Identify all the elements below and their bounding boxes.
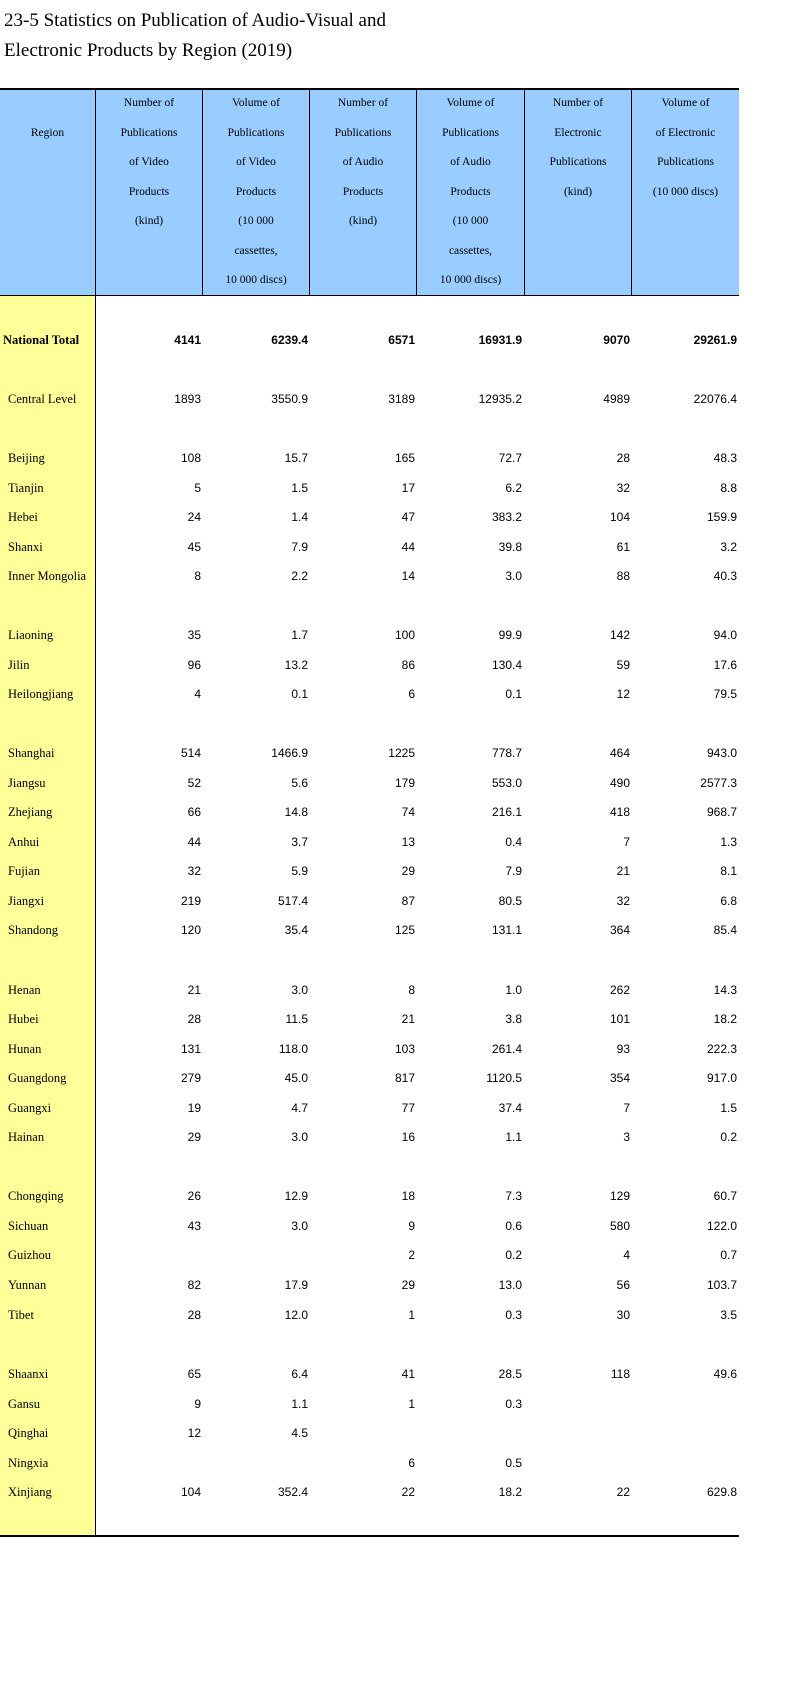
table-cell: 45.0 [284, 1071, 308, 1085]
table-cell: 1 [408, 1308, 415, 1322]
table-cell: 129 [609, 1189, 630, 1203]
table-cell: 3550.9 [271, 392, 308, 406]
table-cell: 4 [623, 1248, 630, 1262]
table-row [0, 327, 739, 353]
region-name: Yunnan [8, 1278, 47, 1292]
region-name: Guangxi [8, 1101, 52, 1115]
table-cell: 17.9 [284, 1278, 308, 1292]
table-cell: 100 [394, 628, 415, 642]
region-name: Hebei [8, 510, 38, 524]
table-cell: 48.3 [713, 451, 737, 465]
table-cell: 17 [401, 481, 415, 495]
table-cell: 279 [180, 1071, 201, 1085]
table-cell: 61 [616, 540, 630, 554]
header-line: Publications [334, 126, 392, 139]
table-cell: 32 [187, 864, 201, 878]
table-cell: 14.8 [284, 805, 308, 819]
table-cell: 5.9 [291, 864, 308, 878]
table-cell: 19 [187, 1101, 201, 1115]
region-name: Ningxia [8, 1456, 49, 1470]
table-cell: 3.0 [291, 1219, 308, 1233]
table-cell: 6571 [388, 333, 415, 347]
table-cell: 108 [180, 451, 201, 465]
header-electronic-volume [632, 89, 739, 296]
table-cell: 3189 [388, 392, 415, 406]
header-electronic-number [525, 89, 631, 296]
table-cell: 219 [180, 894, 201, 908]
table-cell: 4 [194, 687, 201, 701]
table-cell: 103 [394, 1042, 415, 1056]
table-cell: 1.1 [291, 1397, 308, 1411]
table-cell: 352.4 [277, 1485, 308, 1499]
table-cell: 418 [609, 805, 630, 819]
table-cell: 629.8 [706, 1485, 737, 1499]
table-cell: 56 [616, 1278, 630, 1292]
table-cell: 104 [180, 1485, 201, 1499]
region-name: Guizhou [8, 1248, 52, 1262]
table-row [0, 1124, 739, 1150]
table-cell: 43 [187, 1219, 201, 1233]
table-cell: 6 [408, 1456, 415, 1470]
region-name: Sichuan [8, 1219, 49, 1233]
header-line: Publications [657, 156, 714, 168]
region-name: Liaoning [8, 628, 54, 642]
table-cell: 66 [187, 805, 201, 819]
table-cell: 44 [187, 835, 201, 849]
table-row [0, 445, 739, 471]
table-cell: 14.3 [713, 983, 737, 997]
header-video-volume [203, 89, 309, 296]
header-line: Volume of [446, 97, 495, 109]
table-cell: 3.2 [720, 540, 737, 554]
table-cell: 0.5 [505, 1456, 522, 1470]
table-row [0, 386, 739, 412]
table-cell: 3.5 [720, 1308, 737, 1322]
table-cell: 12935.2 [478, 392, 522, 406]
table-cell: 15.7 [284, 451, 308, 465]
table-cell: 8.1 [720, 864, 737, 878]
region-name: Jilin [8, 658, 30, 672]
table-row [0, 740, 739, 766]
table-cell: 553.0 [491, 776, 522, 790]
region-name: Qinghai [8, 1426, 49, 1440]
table-cell: 383.2 [491, 510, 522, 524]
header-line: Number of [123, 97, 175, 109]
table-cell: 21 [616, 864, 630, 878]
table-cell: 16931.9 [478, 333, 522, 347]
header-line: (10 000 [452, 215, 489, 227]
region-name: Shaanxi [8, 1367, 49, 1381]
table-cell: 22 [616, 1485, 630, 1499]
table-cell: 120 [180, 923, 201, 937]
table-cell: 262 [609, 983, 630, 997]
table-row [0, 1213, 739, 1239]
table-cell: 80.5 [498, 894, 522, 908]
table-cell: 917.0 [706, 1071, 737, 1085]
table-cell: 99.9 [498, 628, 522, 642]
table-row [0, 504, 739, 530]
table-cell: 4141 [174, 333, 201, 347]
region-name: Heilongjiang [8, 687, 74, 701]
region-name: Guangdong [8, 1071, 67, 1085]
table-cell: 1.5 [291, 481, 308, 495]
table-row [0, 770, 739, 796]
table-cell: 130.4 [491, 658, 522, 672]
table-cell: 0.2 [720, 1130, 737, 1144]
table-cell: 3.0 [291, 983, 308, 997]
table-row [0, 1036, 739, 1062]
table-cell: 13.2 [284, 658, 308, 672]
table-cell: 517.4 [277, 894, 308, 908]
table-cell: 1.3 [720, 835, 737, 849]
table-cell: 7 [623, 835, 630, 849]
table-cell: 65 [187, 1367, 201, 1381]
table-row [0, 1302, 739, 1328]
table-row [0, 1006, 739, 1032]
region-name: Zhejiang [8, 805, 53, 819]
header-line: 10 000 discs) [225, 274, 287, 286]
table-cell: 96 [187, 658, 201, 672]
table-row [0, 1361, 739, 1387]
table-cell: 40.3 [713, 569, 737, 583]
table-cell: 0.3 [505, 1397, 522, 1411]
table-cell: 12.0 [284, 1308, 308, 1322]
table-cell: 122.0 [706, 1219, 737, 1233]
table-cell: 82 [187, 1278, 201, 1292]
table-cell: 103.7 [706, 1278, 737, 1292]
table-cell: 74 [401, 805, 415, 819]
region-name: Shanghai [8, 746, 55, 760]
table-cell: 3.8 [505, 1012, 522, 1026]
table-row [0, 534, 739, 560]
table-cell: 1893 [174, 392, 201, 406]
table-cell: 72.7 [498, 451, 522, 465]
table-cell: 88 [616, 569, 630, 583]
table-cell: 142 [609, 628, 630, 642]
table-cell: 8.8 [720, 481, 737, 495]
table-cell: 2.2 [291, 569, 308, 583]
header-line: Products [450, 185, 491, 198]
table-cell: 6 [408, 687, 415, 701]
table-cell: 18.2 [498, 1485, 522, 1499]
header-line: of Electronic [655, 126, 716, 139]
table-cell: 9 [194, 1397, 201, 1411]
header-line: Number of [552, 97, 604, 109]
table-cell: 5 [194, 481, 201, 495]
region-name: Central Level [8, 392, 77, 406]
table-cell: 12.9 [284, 1189, 308, 1203]
table-cell: 2577.3 [700, 776, 737, 790]
table-cell: 0.4 [505, 835, 522, 849]
header-line: (kind) [563, 185, 593, 198]
table-cell: 354 [609, 1071, 630, 1085]
table-cell: 93 [616, 1042, 630, 1056]
table-row [0, 1420, 739, 1446]
region-name: Hainan [8, 1130, 45, 1144]
bottom-rule [0, 1535, 739, 1537]
table-cell: 1.1 [505, 1130, 522, 1144]
table-cell: 32 [616, 894, 630, 908]
table-cell: 35.4 [284, 923, 308, 937]
table-row [0, 1391, 739, 1417]
table-cell: 22076.4 [693, 392, 737, 406]
table-cell: 8 [194, 569, 201, 583]
table-cell: 2 [408, 1248, 415, 1262]
header-audio-volume [417, 89, 524, 296]
region-name: National Total [3, 333, 80, 347]
table-row [0, 858, 739, 884]
table-cell: 35 [187, 628, 201, 642]
table-cell: 3.0 [291, 1130, 308, 1144]
table-cell: 6.4 [291, 1367, 308, 1381]
table-cell: 159.9 [706, 510, 737, 524]
header-line: cassettes, [448, 244, 493, 257]
table-cell: 28 [616, 451, 630, 465]
table-cell: 1 [408, 1397, 415, 1411]
table-cell: 104 [609, 510, 630, 524]
table-cell: 1225 [388, 746, 415, 760]
table-cell: 59 [616, 658, 630, 672]
header-video-number [96, 89, 202, 296]
table-cell: 3 [623, 1130, 630, 1144]
table-cell: 1120.5 [486, 1071, 522, 1085]
table-cell: 0.2 [505, 1248, 522, 1262]
table-cell: 32 [616, 481, 630, 495]
table-cell: 7.9 [291, 540, 308, 554]
table-cell: 28 [187, 1012, 201, 1026]
table-row [0, 829, 739, 855]
header-line: (kind) [134, 215, 164, 227]
header-line: (10 000 [238, 215, 274, 227]
table-cell: 261.4 [491, 1042, 522, 1056]
table-row [0, 977, 739, 1003]
table-cell: 5.6 [291, 776, 308, 790]
table-cell: 778.7 [491, 746, 522, 760]
header-line: (kind) [348, 215, 378, 227]
table-cell: 79.5 [713, 687, 737, 701]
table-cell: 0.1 [505, 687, 522, 701]
header-line: Electronic [554, 126, 602, 139]
table-cell: 28.5 [498, 1367, 522, 1381]
table-row [0, 622, 739, 648]
header-line: Publications [120, 126, 178, 139]
table-cell: 45 [187, 540, 201, 554]
region-name: Inner Mongolia [8, 569, 87, 583]
table-cell: 30 [616, 1308, 630, 1322]
table-cell: 131 [180, 1042, 201, 1056]
table-cell: 6.8 [720, 894, 737, 908]
region-name: Jiangsu [8, 776, 46, 790]
table-cell: 13.0 [498, 1278, 522, 1292]
table-cell: 3.7 [291, 835, 308, 849]
header-line: Number of [337, 97, 389, 109]
region-name: Beijing [8, 451, 45, 465]
table-row [0, 1183, 739, 1209]
region-name: Gansu [8, 1397, 40, 1411]
table-cell: 26 [187, 1189, 201, 1203]
table-cell: 29261.9 [693, 333, 737, 347]
table-cell: 118 [610, 1367, 630, 1381]
table-row [0, 681, 739, 707]
table-cell: 77 [401, 1101, 415, 1115]
table-cell: 1466.9 [271, 746, 308, 760]
header-region [0, 89, 95, 296]
region-name: Chongqing [8, 1189, 64, 1203]
region-name: Hunan [8, 1042, 42, 1056]
table-cell: 87 [401, 894, 415, 908]
table-row [0, 917, 739, 943]
table-cell: 179 [394, 776, 415, 790]
table-cell: 1.5 [720, 1101, 737, 1115]
region-name: Shandong [8, 923, 58, 937]
table-cell: 131.1 [491, 923, 522, 937]
header-line: Volume of [661, 97, 710, 109]
table-row [0, 475, 739, 501]
table-row [0, 1065, 739, 1091]
header-region-label: Region [30, 127, 65, 139]
table-cell: 1.0 [505, 983, 522, 997]
table-cell: 22 [401, 1485, 415, 1499]
table-cell: 9070 [603, 333, 630, 347]
table-cell: 13 [401, 835, 415, 849]
table-cell: 12 [187, 1426, 201, 1440]
table-cell: 28 [187, 1308, 201, 1322]
table-row [0, 1095, 739, 1121]
table-cell: 44 [401, 540, 415, 554]
table-row [0, 1242, 739, 1268]
table-cell: 3.0 [505, 569, 522, 583]
table-cell: 216.1 [491, 805, 522, 819]
table-cell: 14 [401, 569, 415, 583]
table-cell: 514 [180, 746, 201, 760]
table-cell: 464 [609, 746, 630, 760]
table-cell: 29 [187, 1130, 201, 1144]
table-cell: 817 [394, 1071, 415, 1085]
table-cell: 490 [609, 776, 630, 790]
table-cell: 1.7 [291, 628, 308, 642]
table-cell: 49.6 [713, 1367, 737, 1381]
table-cell: 37.4 [498, 1101, 522, 1115]
region-name: Tibet [8, 1308, 34, 1322]
region-name: Xinjiang [8, 1485, 52, 1499]
table-row [0, 1272, 739, 1298]
table-cell: 39.8 [498, 540, 522, 554]
table-cell: 6.2 [505, 481, 522, 495]
table-cell: 943.0 [706, 746, 737, 760]
region-name: Shanxi [8, 540, 43, 554]
table-cell: 60.7 [713, 1189, 737, 1203]
header-line: Volume of [231, 97, 281, 109]
table-cell: 47 [401, 510, 415, 524]
table-cell: 18 [401, 1189, 415, 1203]
table-cell: 125 [394, 923, 415, 937]
table-cell: 364 [609, 923, 630, 937]
table-title-line-1: 23-5 Statistics on Publication of Audio-Visual and [4, 10, 386, 31]
table-cell: 4.5 [291, 1426, 308, 1440]
header-line: Products [235, 185, 277, 198]
header-line: of Video [236, 156, 276, 168]
table-cell: 118.0 [278, 1042, 308, 1056]
table-title [4, 6, 564, 66]
table-cell: 580 [609, 1219, 630, 1233]
region-name: Henan [8, 983, 41, 997]
table-row [0, 1479, 739, 1505]
header-line: Products [342, 185, 384, 198]
table-cell: 17.6 [713, 658, 737, 672]
table-cell: 0.3 [505, 1308, 522, 1322]
table-cell: 21 [401, 1012, 415, 1026]
table-cell: 4989 [603, 392, 630, 406]
table-cell: 222.3 [706, 1042, 737, 1056]
table-cell: 0.1 [291, 687, 308, 701]
table-cell: 24 [187, 510, 201, 524]
table-row [0, 652, 739, 678]
header-line: 10 000 discs) [439, 274, 502, 286]
header-line: cassettes, [234, 244, 278, 257]
table-cell: 8 [408, 983, 415, 997]
table-cell: 968.7 [706, 805, 737, 819]
table-row [0, 799, 739, 825]
table-cell: 85.4 [713, 923, 737, 937]
table-cell: 94.0 [713, 628, 737, 642]
table-row [0, 563, 739, 589]
region-name: Jiangxi [8, 894, 45, 908]
table-cell: 165 [394, 451, 415, 465]
table-cell: 21 [187, 983, 201, 997]
table-cell: 1.4 [291, 510, 308, 524]
table-row [0, 888, 739, 914]
table-cell: 7 [623, 1101, 630, 1115]
header-line: Publications [549, 156, 607, 168]
region-name: Anhui [8, 835, 40, 849]
table-cell: 18.2 [713, 1012, 737, 1026]
table-cell: 0.6 [505, 1219, 522, 1233]
table-cell: 29 [401, 1278, 415, 1292]
table-cell: 12 [616, 687, 630, 701]
table-cell: 7.9 [505, 864, 522, 878]
header-audio-number [310, 89, 416, 296]
header-line: of Audio [342, 156, 384, 168]
region-name: Hubei [8, 1012, 39, 1026]
header-line: of Audio [450, 156, 491, 168]
table-cell: 9 [408, 1219, 415, 1233]
table-cell: 29 [401, 864, 415, 878]
table-cell: 0.7 [720, 1248, 737, 1262]
table-cell: 6239.4 [271, 333, 308, 347]
table-cell: 7.3 [505, 1189, 522, 1203]
region-name: Tianjin [8, 481, 44, 495]
header-line: Products [128, 185, 170, 198]
header-line: (10 000 discs) [652, 185, 719, 198]
table-cell: 11.5 [285, 1012, 308, 1026]
header-line: Publications [227, 126, 285, 139]
table-cell: 86 [401, 658, 415, 672]
table-cell: 41 [401, 1367, 415, 1381]
table-title-line-2: Electronic Products by Region (2019) [4, 40, 293, 61]
table-cell: 101 [609, 1012, 630, 1026]
region-name: Fujian [8, 864, 40, 878]
table-cell: 16 [401, 1130, 415, 1144]
table-row [0, 1450, 739, 1476]
header-line: of Video [129, 156, 169, 168]
header-line: Publications [442, 126, 499, 139]
table-cell: 4.7 [291, 1101, 308, 1115]
table-cell: 52 [187, 776, 201, 790]
